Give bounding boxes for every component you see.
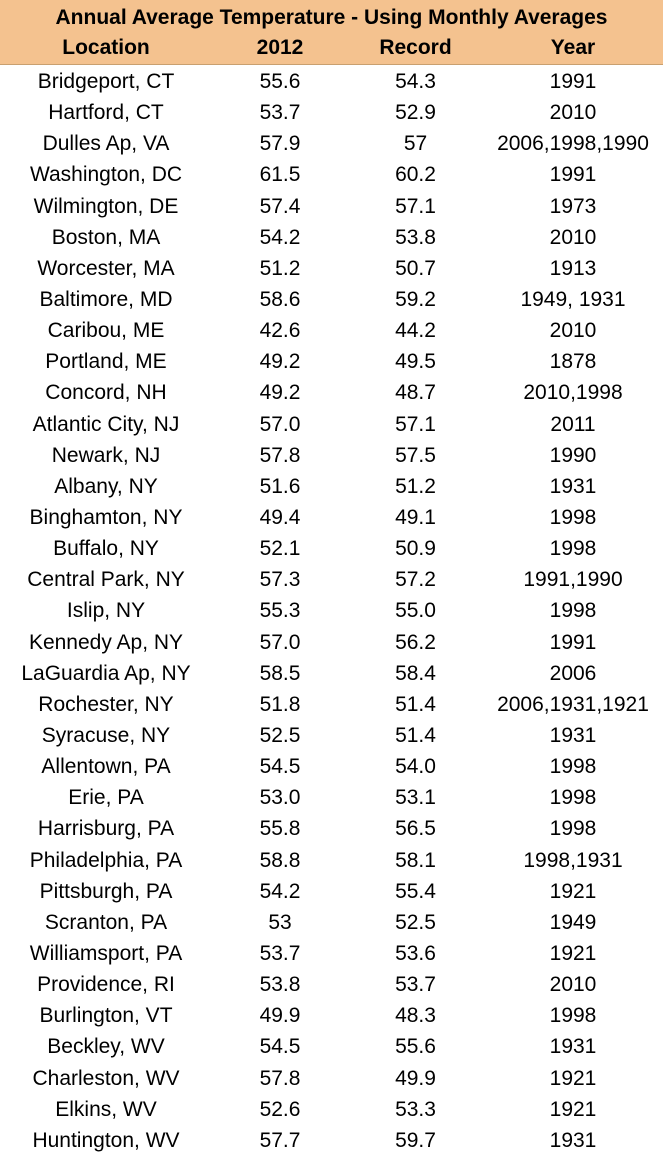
location-cell: Harrisburg, PA [37,817,175,841]
location-cell: Hartford, CT [48,101,164,125]
location-cell: Boston, MA [51,225,161,249]
value-2012-cell: 55.6 [259,70,301,93]
table-row [0,907,663,938]
table-row [0,315,663,346]
table-row [0,876,663,907]
year-cell: 1921 [549,941,597,965]
year-cell: 2006,1931,1921 [497,692,649,716]
location-cell: Portland, ME [45,350,167,374]
table-row [0,533,663,564]
year-cell: 1921 [549,1097,597,1121]
value-2012-cell: 49.9 [259,1004,301,1028]
table-row [0,1000,663,1031]
location-cell: Huntington, WV [32,1128,180,1152]
year-cell: 2006,1998,1990 [497,132,649,156]
year-cell: 2010 [549,319,597,343]
table-row [0,564,663,595]
record-cell: 48.7 [395,381,436,405]
value-2012-cell: 54.2 [259,879,301,903]
year-cell: 1998 [549,817,597,841]
record-cell: 53.8 [395,225,436,249]
location-cell: Williamsport, PA [29,941,183,965]
year-cell: 2010 [549,225,597,249]
table-row [0,782,663,813]
table-row [0,720,663,751]
year-cell: 1998 [549,1004,597,1028]
location-cell: Providence, RI [37,973,175,997]
record-cell: 57.1 [395,194,436,218]
column-header-record: Record [379,36,452,59]
table-row [0,284,663,315]
location-cell: LaGuardia Ap, NY [21,661,191,685]
value-2012-cell: 55.3 [259,599,301,623]
value-2012-cell: 57.4 [259,194,301,218]
location-cell: Burlington, VT [39,1004,173,1028]
location-cell: Dulles Ap, VA [42,132,170,156]
location-cell: Buffalo, NY [53,537,159,561]
record-cell: 54.3 [395,70,436,93]
table-row [0,409,663,440]
record-cell: 58.1 [395,848,436,872]
table-row [0,159,663,190]
table-row [0,1031,663,1062]
location-cell: Islip, NY [66,599,146,623]
year-cell: 1991 [549,70,597,93]
record-cell: 56.5 [395,817,436,841]
year-cell: 1931 [549,723,597,747]
record-cell: 53.3 [395,1097,436,1121]
year-cell: 1949 [549,910,597,934]
year-cell: 1991 [549,163,597,187]
location-cell: Albany, NY [54,474,158,498]
table-row [0,751,663,782]
location-cell: Washington, DC [29,163,183,187]
record-cell: 53.1 [395,786,436,810]
value-2012-cell: 57.9 [259,132,301,156]
location-cell: Atlantic City, NJ [32,412,180,436]
value-2012-cell: 53.8 [259,973,301,997]
value-2012-cell: 57.8 [259,443,301,467]
table-row [0,346,663,377]
year-cell: 1991,1990 [523,568,623,592]
year-cell: 2011 [550,412,596,436]
year-cell: 1931 [549,474,597,498]
record-cell: 51.2 [395,474,436,498]
record-cell: 50.9 [395,537,436,561]
year-cell: 1949, 1931 [520,287,626,311]
year-cell: 1973 [549,194,597,218]
location-cell: Scranton, PA [44,910,168,934]
column-header-2012: 2012 [256,36,304,59]
value-2012-cell: 53.0 [259,786,301,810]
table-row [0,845,663,876]
table-row [0,97,663,128]
column-header-year: Year [550,36,596,59]
location-cell: Beckley, WV [47,1035,165,1059]
value-2012-cell: 57.8 [259,1066,301,1090]
value-2012-cell: 52.5 [259,723,301,747]
table-row [0,969,663,1000]
year-cell: 2006 [549,661,597,685]
value-2012-cell: 57.0 [259,630,301,654]
value-2012-cell: 53 [268,910,292,934]
location-cell: Caribou, ME [47,319,165,343]
location-cell: Syracuse, NY [41,723,171,747]
table-row [0,128,663,159]
record-cell: 57 [403,132,428,156]
location-cell: Binghamton, NY [29,505,183,529]
record-cell: 48.3 [395,1004,436,1028]
year-cell: 1921 [549,1066,597,1090]
value-2012-cell: 49.4 [259,505,301,529]
location-cell: Kennedy Ap, NY [28,630,184,654]
table-row [0,1094,663,1125]
value-2012-cell: 55.8 [259,817,301,841]
table-header [0,0,663,65]
location-cell: Wilmington, DE [33,194,179,218]
location-cell: Erie, PA [68,786,144,810]
location-cell: Worcester, MA [37,256,175,280]
table-row [0,440,663,471]
table-row [0,253,663,284]
value-2012-cell: 49.2 [259,350,301,374]
table-row [0,1125,663,1156]
table-body [0,65,663,1156]
value-2012-cell: 54.5 [259,1035,301,1059]
location-cell: Bridgeport, CT [37,70,175,93]
location-cell: Allentown, PA [41,755,171,779]
location-cell: Baltimore, MD [39,287,173,311]
location-cell: Charleston, WV [32,1066,180,1090]
record-cell: 49.5 [395,350,436,374]
value-2012-cell: 61.5 [259,163,301,187]
location-cell: Central Park, NY [27,568,185,592]
year-cell: 1921 [549,879,597,903]
table-row [0,689,663,720]
table-row [0,627,663,658]
location-cell: Newark, NJ [51,443,161,467]
record-cell: 58.4 [395,661,436,685]
table-row [0,502,663,533]
table-row [0,595,663,626]
table-row [0,938,663,969]
record-cell: 49.1 [395,505,436,529]
year-cell: 1998 [549,755,597,779]
location-cell: Philadelphia, PA [29,848,183,872]
location-cell: Pittsburgh, PA [39,879,173,903]
value-2012-cell: 51.2 [259,256,301,280]
table-row [0,1063,663,1094]
record-cell: 50.7 [395,256,436,280]
table-row [0,471,663,502]
year-cell: 2010 [549,101,597,125]
value-2012-cell: 51.8 [259,692,301,716]
value-2012-cell: 57.7 [259,1128,301,1152]
year-cell: 1998,1931 [523,848,623,872]
table-row [0,813,663,844]
record-cell: 60.2 [395,163,436,187]
record-cell: 59.7 [395,1128,436,1152]
record-cell: 54.0 [395,755,436,779]
column-header-location: Location [62,36,150,59]
value-2012-cell: 52.6 [259,1097,301,1121]
table-row [0,222,663,253]
value-2012-cell: 54.5 [259,755,301,779]
value-2012-cell: 49.2 [259,381,301,405]
table-title: Annual Average Temperature - Using Monthly Averages [55,6,608,29]
year-cell: 1913 [549,256,597,280]
value-2012-cell: 57.0 [259,412,301,436]
record-cell: 57.1 [395,412,436,436]
record-cell: 53.7 [395,973,436,997]
record-cell: 57.2 [395,568,436,592]
year-cell: 1991 [549,630,597,654]
value-2012-cell: 57.3 [259,568,301,592]
year-cell: 1998 [549,786,597,810]
record-cell: 55.6 [395,1035,436,1059]
record-cell: 51.4 [395,692,436,716]
year-cell: 1990 [549,443,597,467]
year-cell: 1878 [549,350,597,374]
value-2012-cell: 51.6 [259,474,301,498]
value-2012-cell: 54.2 [259,225,301,249]
year-cell: 1931 [549,1128,597,1152]
value-2012-cell: 58.8 [259,848,301,872]
table-row [0,377,663,408]
record-cell: 59.2 [395,287,436,311]
value-2012-cell: 52.1 [259,537,301,561]
year-cell: 1998 [549,599,597,623]
table-row [0,191,663,222]
record-cell: 53.6 [395,941,436,965]
year-cell: 2010 [549,973,597,997]
location-cell: Concord, NH [45,381,167,405]
year-cell: 2010,1998 [523,381,623,405]
location-cell: Rochester, NY [38,692,174,716]
table-row [0,66,663,97]
record-cell: 44.2 [395,319,436,343]
column-header-row [0,33,663,64]
record-cell: 52.9 [395,101,436,125]
value-2012-cell: 58.5 [259,661,301,685]
record-cell: 49.9 [395,1066,436,1090]
year-cell: 1931 [549,1035,597,1059]
record-cell: 55.0 [395,599,436,623]
record-cell: 55.4 [395,879,436,903]
year-cell: 1998 [549,505,597,529]
value-2012-cell: 58.6 [259,287,301,311]
year-cell: 1998 [549,537,597,561]
record-cell: 51.4 [395,723,436,747]
record-cell: 57.5 [395,443,436,467]
table-row [0,658,663,689]
value-2012-cell: 53.7 [259,101,301,125]
value-2012-cell: 42.6 [259,319,301,343]
location-cell: Elkins, WV [55,1097,157,1121]
value-2012-cell: 53.7 [259,941,301,965]
record-cell: 52.5 [395,910,436,934]
record-cell: 56.2 [395,630,436,654]
